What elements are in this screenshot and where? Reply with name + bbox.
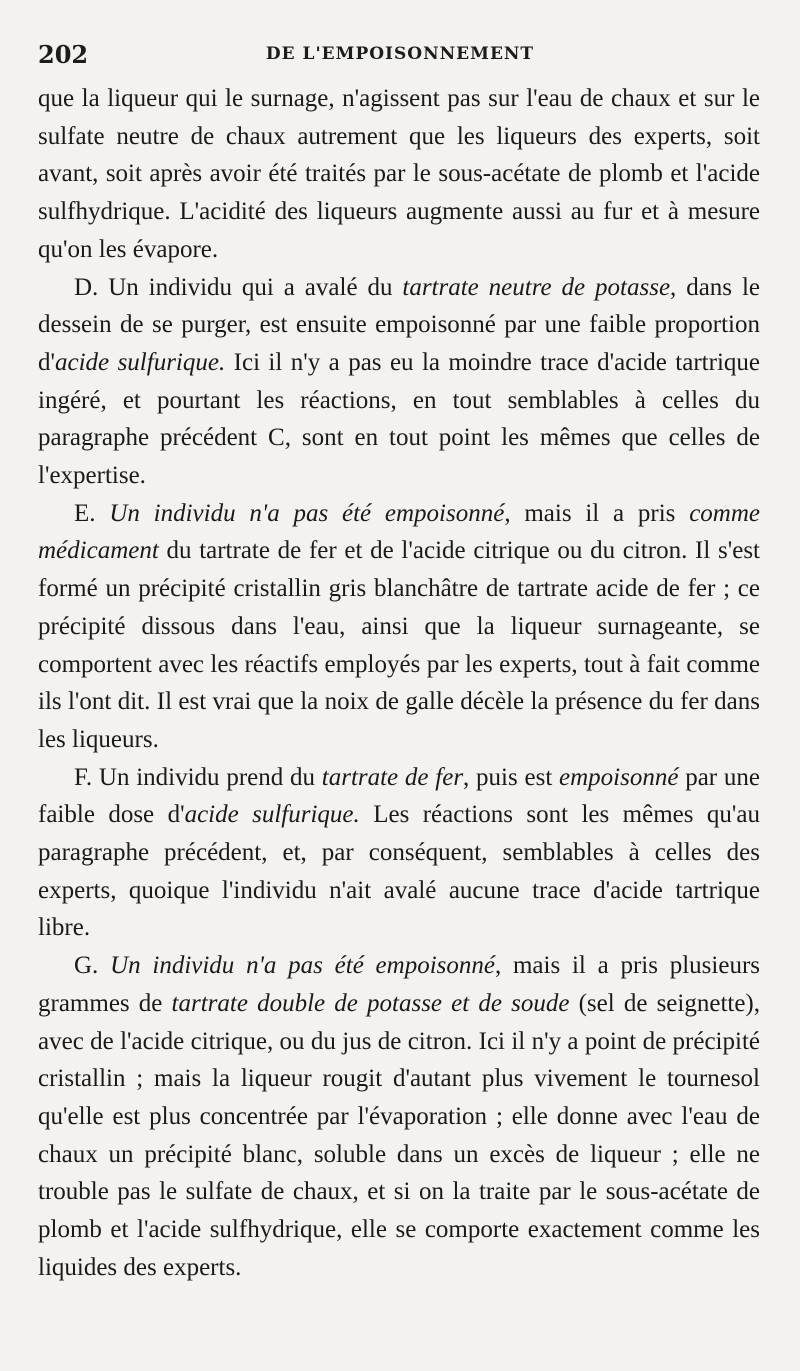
text-segment: E. xyxy=(74,499,110,527)
text-segment: par une faible dose d' xyxy=(38,763,760,829)
italic-text: acide sulfurique. xyxy=(184,801,360,829)
text-segment: , puis est xyxy=(463,763,560,791)
paragraph-D xyxy=(38,269,760,495)
text-segment: , dans le dessein de se purger, est ensuite empoisonné par une faible proportion d' xyxy=(38,273,760,376)
paragraph-E xyxy=(38,495,760,759)
text-segment: F. Un individu prend du xyxy=(74,763,322,791)
running-title: DE L'EMPOISONNEMENT xyxy=(265,44,535,64)
italic-text: tartrate neutre de potasse xyxy=(402,273,671,301)
body-text xyxy=(38,80,760,1287)
page-header xyxy=(38,40,762,74)
text-segment: D. Un individu qui a avalé du xyxy=(74,273,403,301)
text-segment: , mais il a pris xyxy=(504,499,690,527)
text-segment: , mais il a pris plusieurs grammes de xyxy=(38,952,760,1017)
italic-text: Un individu n'a pas été empoisonné xyxy=(110,952,495,980)
italic-text: tartrate double de potasse et de soude xyxy=(171,989,570,1017)
paragraph-F xyxy=(38,759,760,948)
italic-text: Un individu n'a pas été empoisonné xyxy=(109,499,505,527)
page-number: 202 xyxy=(38,40,89,69)
italic-text: comme médicament xyxy=(38,499,760,565)
text-segment: (sel de seignette), avec de l'acide citrique, ou du jus de citron. Ici il n'y a point de précipité cristallin ; mais la liqueur rougit d'autant plus vivement le tournesol qu'elle est plus concentrée par l'évaporation ; elle donne avec l'eau de chaux un précipité blanc, soluble dans un excès de liqueur ; elle ne trouble pas le sulfate de chaux, et si on la traite par le sous-acétate de plomb et l'acide sulfhydrique, elle se comporte exactement comme les liquides des experts. xyxy=(38,989,761,1281)
text-segment: G. xyxy=(74,952,111,980)
italic-text: empoisonné xyxy=(559,763,679,791)
text-segment: que la liqueur qui le surnage, n'agissent pas sur l'eau de chaux et sur le sulfate neutre de chaux autrement que les liqueurs des experts, soit avant, soit après avoir été traités par le sous-acétate de plomb et l'acide sulfhydrique. L'acidité des liqueurs augmente aussi au fur et à mesure qu'on les évapore. xyxy=(38,85,760,263)
italic-text: tartrate de fer xyxy=(321,763,464,791)
text-segment: du tartrate de fer et de l'acide citrique ou du citron. Il s'est formé un précipité cristallin gris blanchâtre de tartrate acide de fer ; ce précipité dissous dans l'eau, ainsi que la liqueur surnageante, se comportent avec les réactifs employés par les experts, tout à fait comme ils l'ont dit. Il est vrai que la noix de galle décèle la présence du fer dans les liqueurs. xyxy=(38,537,760,753)
text-segment: Ici il n'y a pas eu la moindre trace d'acide tartrique ingéré, et pourtant les réactions, en tout semblables à celles du paragraphe précédent C, sont en tout point les mêmes que celles de l'expertise. xyxy=(38,348,760,490)
text-segment: Les réactions sont les mêmes qu'au paragraphe précédent, et, par conséquent, semblables à celles des experts, quoique l'individu n'ait avalé aucune trace d'acide tartrique libre. xyxy=(38,801,760,942)
paragraph-G xyxy=(38,947,760,1286)
italic-text: acide sulfurique. xyxy=(55,348,226,376)
paragraph-continuation xyxy=(38,80,760,269)
